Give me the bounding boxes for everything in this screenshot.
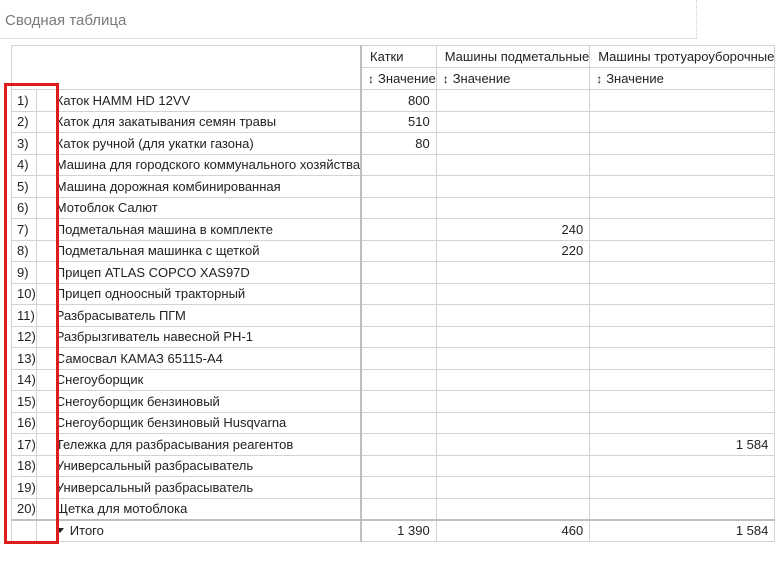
total-value-v2: 460: [436, 520, 590, 542]
value-cell-katki: [361, 412, 436, 434]
column-header-podmetalnye[interactable]: Машины подметальные: [436, 46, 590, 68]
value-cell-katki: 510: [361, 111, 436, 133]
value-cell-katki: [361, 391, 436, 413]
value-cell-podmetalnye: [436, 262, 590, 284]
value-cell-trotuar: 1 584: [590, 434, 775, 456]
row-number: 2): [12, 111, 37, 133]
value-cell-katki: [361, 240, 436, 262]
column-header-trotuar[interactable]: Машины тротуароуборочные: [590, 46, 775, 68]
row-label: Снегоуборщик бензиновый Husqvarna: [36, 412, 361, 434]
row-label: Машина дорожная комбинированная: [36, 176, 361, 198]
value-cell-katki: [361, 219, 436, 241]
row-number: 7): [12, 219, 37, 241]
table-row[interactable]: [12, 262, 775, 284]
value-cell-podmetalnye: [436, 412, 590, 434]
value-cell-trotuar: [590, 369, 775, 391]
value-cell-trotuar: [590, 262, 775, 284]
row-number: 1): [12, 90, 37, 112]
row-label: Разбрызгиватель навесной РН-1: [36, 326, 361, 348]
row-label: Прицеп ATLAS COPCO XAS97D: [36, 262, 361, 284]
table-row[interactable]: [12, 326, 775, 348]
value-cell-trotuar: [590, 305, 775, 327]
total-number-cell: [12, 520, 37, 542]
value-cell-podmetalnye: [436, 197, 590, 219]
value-cell-trotuar: [590, 197, 775, 219]
value-cell-katki: [361, 348, 436, 370]
table-row[interactable]: [12, 412, 775, 434]
column-header-katki[interactable]: Катки: [361, 46, 436, 68]
value-cell-trotuar: [590, 391, 775, 413]
value-cell-katki: [361, 197, 436, 219]
value-cell-katki: [361, 434, 436, 456]
value-cell-katki: [361, 455, 436, 477]
value-cell-podmetalnye: 220: [436, 240, 590, 262]
value-cell-podmetalnye: [436, 391, 590, 413]
value-cell-trotuar: [590, 326, 775, 348]
table-row[interactable]: [12, 455, 775, 477]
row-label: Машина для городского коммунального хозяйства: [36, 154, 361, 176]
value-cell-trotuar: [590, 455, 775, 477]
table-row[interactable]: [12, 283, 775, 305]
row-label: Подметальная машина в комплекте: [36, 219, 361, 241]
value-cell-podmetalnye: [436, 477, 590, 499]
row-label: Снегоуборщик бензиновый: [36, 391, 361, 413]
table-row[interactable]: [12, 434, 775, 456]
row-label: Универсальный разбрасыватель: [36, 477, 361, 499]
measure-header-2[interactable]: [436, 68, 590, 90]
measure-label: Значение: [452, 71, 511, 86]
row-label: Снегоуборщик: [36, 369, 361, 391]
row-number: 8): [12, 240, 37, 262]
value-cell-katki: [361, 262, 436, 284]
row-label: Щетка для мотоблока: [36, 498, 361, 520]
measure-label: Значение: [378, 71, 436, 86]
table-row[interactable]: [12, 240, 775, 262]
panel-edge: [695, 0, 697, 38]
table-row[interactable]: [12, 154, 775, 176]
table-row[interactable]: [12, 348, 775, 370]
value-cell-podmetalnye: [436, 283, 590, 305]
triangle-down-icon[interactable]: [56, 528, 64, 533]
row-label: Тележка для разбрасывания реагентов: [36, 434, 361, 456]
value-cell-trotuar: [590, 240, 775, 262]
table-row[interactable]: [12, 176, 775, 198]
row-label: Разбрасыватель ПГМ: [36, 305, 361, 327]
value-cell-trotuar: [590, 283, 775, 305]
total-row: [12, 520, 775, 542]
sort-updown-icon: ↕: [596, 72, 603, 86]
value-cell-podmetalnye: [436, 111, 590, 133]
value-cell-katki: 80: [361, 133, 436, 155]
value-cell-katki: [361, 176, 436, 198]
value-cell-podmetalnye: [436, 326, 590, 348]
total-value-v1: 1 390: [361, 520, 436, 542]
pivot-table: [11, 45, 775, 542]
value-cell-katki: [361, 283, 436, 305]
total-label: Итого: [69, 523, 104, 538]
value-cell-katki: [361, 498, 436, 520]
row-number: 6): [12, 197, 37, 219]
value-cell-trotuar: [590, 154, 775, 176]
value-cell-podmetalnye: 240: [436, 219, 590, 241]
value-cell-trotuar: [590, 176, 775, 198]
table-row[interactable]: [12, 391, 775, 413]
column-header-row: [12, 46, 775, 68]
value-cell-katki: [361, 305, 436, 327]
title-bar: [0, 0, 697, 39]
table-row[interactable]: [12, 133, 775, 155]
row-label: Каток HAMM HD 12VV: [36, 90, 361, 112]
value-cell-podmetalnye: [436, 305, 590, 327]
sort-updown-icon: ↕: [368, 72, 375, 86]
value-cell-katki: 800: [361, 90, 436, 112]
row-label: Каток ручной (для укатки газона): [36, 133, 361, 155]
table-row[interactable]: [12, 477, 775, 499]
value-cell-trotuar: [590, 133, 775, 155]
row-number: 16): [12, 412, 37, 434]
value-cell-katki: [361, 326, 436, 348]
table-row[interactable]: [12, 305, 775, 327]
value-cell-katki: [361, 154, 436, 176]
value-cell-trotuar: [590, 498, 775, 520]
row-number: 11): [12, 305, 37, 327]
row-number: 15): [12, 391, 37, 413]
row-number: 10): [12, 283, 37, 305]
value-cell-trotuar: [590, 412, 775, 434]
value-cell-podmetalnye: [436, 176, 590, 198]
row-number: 5): [12, 176, 37, 198]
measure-header-1[interactable]: [361, 68, 436, 90]
value-cell-podmetalnye: [436, 434, 590, 456]
value-cell-trotuar: [590, 90, 775, 112]
total-label-cell[interactable]: [36, 520, 361, 542]
value-cell-podmetalnye: [436, 133, 590, 155]
value-cell-podmetalnye: [436, 90, 590, 112]
row-number: 19): [12, 477, 37, 499]
value-cell-podmetalnye: [436, 369, 590, 391]
row-label: Мотоблок Салют: [36, 197, 361, 219]
total-value-v3: 1 584: [590, 520, 775, 542]
row-number: 14): [12, 369, 37, 391]
page-title: Сводная таблица: [5, 12, 127, 29]
value-cell-podmetalnye: [436, 348, 590, 370]
table-row[interactable]: [12, 111, 775, 133]
row-number: 20): [12, 498, 37, 520]
row-label: Каток для закатывания семян травы: [36, 111, 361, 133]
row-number: 17): [12, 434, 37, 456]
row-label: Самосвал КАМАЗ 65115-А4: [36, 348, 361, 370]
table-row[interactable]: [12, 219, 775, 241]
table-row[interactable]: [12, 197, 775, 219]
measure-header-3[interactable]: [590, 68, 775, 90]
row-number: 12): [12, 326, 37, 348]
measure-label: Значение: [606, 71, 664, 86]
header-corner: [12, 46, 362, 90]
value-cell-trotuar: [590, 477, 775, 499]
row-number: 13): [12, 348, 37, 370]
value-cell-trotuar: [590, 219, 775, 241]
row-number: 3): [12, 133, 37, 155]
value-cell-trotuar: [590, 348, 775, 370]
row-number: 4): [12, 154, 37, 176]
table-row[interactable]: [12, 90, 775, 112]
value-cell-podmetalnye: [436, 498, 590, 520]
table-row[interactable]: [12, 498, 775, 520]
value-cell-trotuar: [590, 111, 775, 133]
value-cell-podmetalnye: [436, 455, 590, 477]
value-cell-podmetalnye: [436, 154, 590, 176]
row-number: 18): [12, 455, 37, 477]
value-cell-katki: [361, 477, 436, 499]
sort-updown-icon: ↕: [442, 72, 449, 86]
row-number: 9): [12, 262, 37, 284]
row-label: Прицеп одноосный тракторный: [36, 283, 361, 305]
row-label: Подметальная машинка с щеткой: [36, 240, 361, 262]
table-row[interactable]: [12, 369, 775, 391]
row-label: Универсальный разбрасыватель: [36, 455, 361, 477]
value-cell-katki: [361, 369, 436, 391]
